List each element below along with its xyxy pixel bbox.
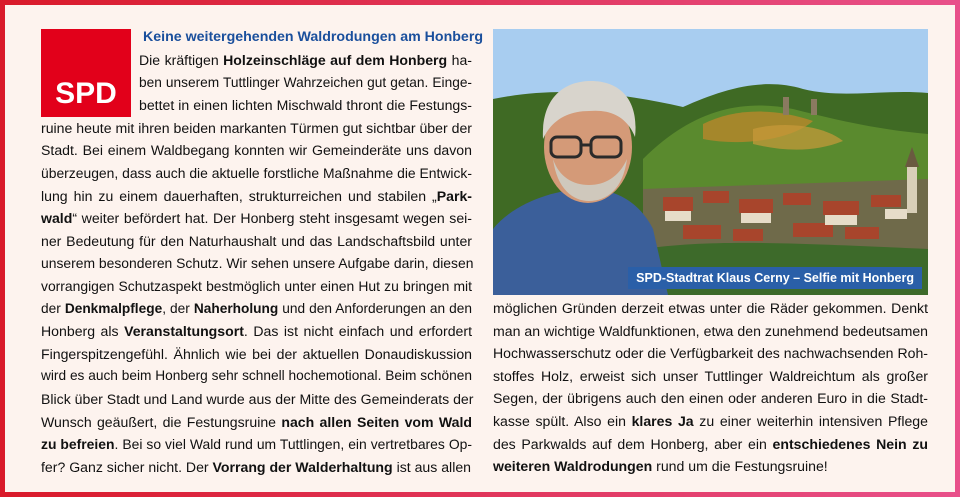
text-line <box>493 320 928 342</box>
text-segment: , der <box>162 300 194 316</box>
text-line <box>41 456 472 478</box>
text-line <box>41 275 472 297</box>
text-line <box>493 342 928 364</box>
text-segment: zu einer weiterhin intensiven Pflege <box>693 413 928 429</box>
text-segment: Hochwasserschutz oder die Verfügbarkeit des nachwachsenden Roh- <box>493 345 928 362</box>
text-line <box>41 433 472 455</box>
text-segment: Fingerspitzengefühl. Ähnlich wie bei der aktuellen Donaudiskussion <box>41 345 472 362</box>
text-segment: unserem besonderen Schutz. Wir sehen unsere Aufgabe darin, diesen <box>41 255 474 272</box>
logo-text: SPD <box>55 77 117 110</box>
bold-phrase: weiteren Waldrodungen <box>493 458 653 475</box>
text-line <box>493 387 928 409</box>
text-line <box>41 230 472 252</box>
text-segment: Segen, der übrigens auch den einen oder anderen Euro in die Stadt- <box>493 390 928 407</box>
text-line <box>41 252 472 274</box>
text-line <box>41 207 472 229</box>
spd-logo <box>41 29 131 117</box>
text-segment: wird es auch beim Honberg sehr schnell hochemotional. Beim schönen <box>41 368 472 384</box>
bold-phrase: Vorrang der Walderhaltung <box>212 458 393 475</box>
text-line <box>41 185 472 207</box>
text-segment: kasse spült. Also ein <box>493 413 632 429</box>
text-segment: . Bei so viel Wald rund um Tuttlingen, ein vertretbares Op- <box>114 436 473 453</box>
photo-caption: SPD-Stadtrat Klaus Cerny – Selfie mit Honberg <box>628 267 922 289</box>
text-segment: Die kräftigen <box>139 52 224 68</box>
article-headline: Keine weitergehenden Waldrodungen am Honberg <box>143 29 484 45</box>
text-line <box>139 49 472 71</box>
text-line <box>41 117 472 139</box>
bold-phrase: Denkmalpflege <box>64 300 163 316</box>
text-segment: ner Bedeutung für den Naturhaushalt und das Landschaftsbild unter <box>41 232 472 249</box>
article-photo <box>493 29 928 295</box>
text-line <box>41 162 472 184</box>
text-segment: ruine heute mit ihren beiden markanten Türmen gut sichtbar über der <box>41 119 472 136</box>
bold-phrase: Veranstaltungsort <box>124 323 244 340</box>
text-line <box>493 433 928 455</box>
text-segment: Wunsch geäußert, die Festungsruine <box>41 413 282 430</box>
text-line <box>41 320 472 342</box>
text-line <box>493 365 928 387</box>
text-segment: ist aus allen <box>392 458 471 475</box>
photo-illustration <box>493 29 928 295</box>
bold-phrase: Naherholung <box>193 300 279 316</box>
text-segment: des Parkwalds auf dem Honberg, aber ein <box>493 435 773 452</box>
text-segment: Stadt. Bei einem Waldbegang konnten wir Gemeinderäte uns davon <box>41 142 472 159</box>
bold-phrase: nach allen Seiten vom Wald <box>281 413 473 430</box>
text-segment: man an wichtige Waldfunktionen, etwa den zunehmend bedeutsamen <box>493 322 928 339</box>
text-segment: rund um die Festungsruine! <box>652 458 828 475</box>
text-segment: lung hin zu einem dauerhaften, strukturreichen und stabilen „ <box>41 187 437 204</box>
bold-phrase: klares Ja <box>631 413 694 429</box>
text-line <box>139 72 472 94</box>
text-segment: vorrangigen Schutzaspekt bestmöglich unter einen Hut zu bringen mit <box>41 278 472 294</box>
text-segment: Blick über Stadt und Land wurde aus der Mitte des Gemeinderats der <box>41 391 474 407</box>
text-segment: möglichen Gründen derzeit etwas unter die Räder gekommen. Denkt <box>493 300 928 316</box>
bold-phrase: wald <box>41 210 73 227</box>
text-segment: ha- <box>447 52 472 68</box>
text-line <box>493 410 928 432</box>
text-segment: der <box>41 300 65 316</box>
text-line <box>493 455 928 477</box>
text-line <box>41 298 472 320</box>
text-segment: “ weiter befördert hat. Der Honberg steht insgesamt wegen sei- <box>72 210 472 227</box>
text-line <box>493 297 928 319</box>
text-segment: Honberg als <box>41 323 125 340</box>
text-segment: bettet in einen lichten Mischwald thront die Festungs- <box>139 97 472 114</box>
text-segment: überzeugen, dass auch die aktuelle forstliche Maßnahme die Entwick- <box>41 165 472 181</box>
text-line <box>139 94 472 116</box>
text-line <box>41 343 472 365</box>
bold-phrase: entschiedenes Nein zu <box>772 435 928 452</box>
text-line <box>41 365 472 387</box>
text-segment: fer? Ganz sicher nicht. Der <box>41 458 213 475</box>
text-line <box>41 139 472 161</box>
text-segment: und den Anforderungen an den <box>278 300 472 316</box>
bold-phrase: Holzeinschläge auf dem Honberg <box>223 52 448 68</box>
text-line <box>41 411 472 433</box>
text-line <box>41 388 472 410</box>
text-segment: ben unserem Tuttlinger Wahrzeichen gut getan. Einge- <box>139 74 472 90</box>
bold-phrase: zu befreien <box>41 436 115 453</box>
text-segment: . Das ist nicht einfach und erfordert <box>243 323 472 340</box>
text-segment: stoffes Holz, erweist sich unser Tuttlinger Waldreichtum als großer <box>493 367 928 384</box>
bold-phrase: Park- <box>436 187 472 204</box>
